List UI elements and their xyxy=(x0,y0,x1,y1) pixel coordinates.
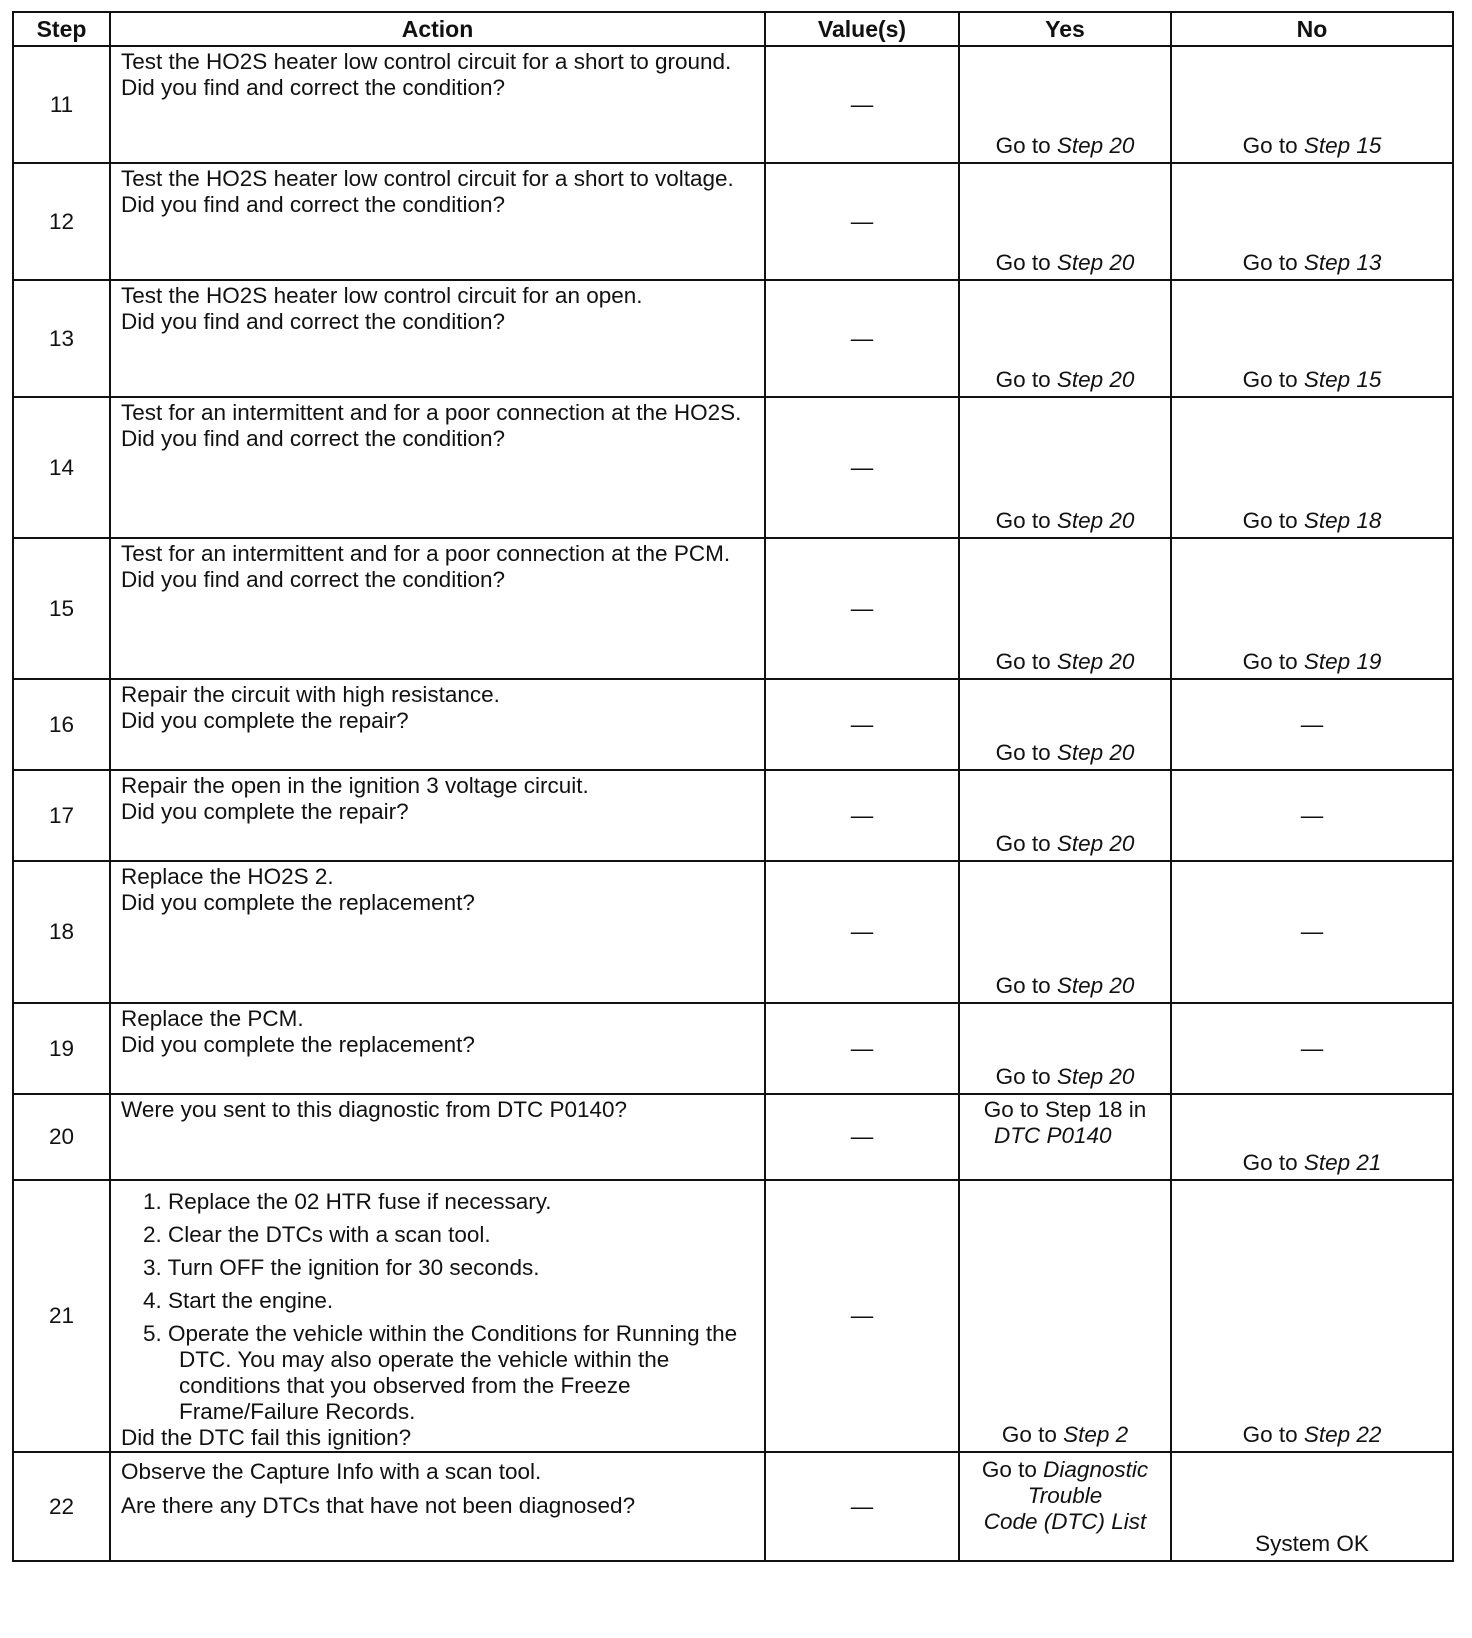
list-item: 4. Start the engine. xyxy=(143,1288,334,1313)
value-cell: — xyxy=(765,46,959,163)
action-cell xyxy=(110,679,765,770)
table-row xyxy=(13,280,1453,397)
value-cell: — xyxy=(765,1180,959,1452)
action-question: Did you find and correct the condition? xyxy=(121,75,505,100)
go-to-label: Go to xyxy=(995,133,1051,158)
yes-cell xyxy=(959,280,1171,397)
list-item: 5. Operate the vehicle within the Conditions for Running the DTC. You may also operate the vehicle within the conditions that you observed from the Freeze Frame/Failure Records. xyxy=(143,1321,738,1424)
yes-cell xyxy=(959,1452,1171,1561)
no-cell xyxy=(1171,538,1453,679)
yes-step-link[interactable]: Step 20 xyxy=(1056,649,1135,674)
yes-text-line xyxy=(960,1457,1170,1483)
action-text: Test for an intermittent and for a poor connection at the HO2S. xyxy=(121,400,742,425)
go-to-label: Go to xyxy=(995,740,1051,765)
go-to-label: Go to xyxy=(1001,1422,1057,1447)
yes-dtc-link[interactable]: DTC P0140 xyxy=(994,1123,1112,1148)
no-cell: — xyxy=(1171,770,1453,861)
table-row xyxy=(13,538,1453,679)
table-row xyxy=(13,1094,1453,1180)
action-text: Test the HO2S heater low control circuit for a short to voltage. xyxy=(121,166,734,191)
yes-cell xyxy=(959,1003,1171,1094)
yes-step-link[interactable]: Step 20 xyxy=(1056,250,1135,275)
action-question: Did you complete the repair? xyxy=(121,799,409,824)
step-number: 12 xyxy=(13,163,110,280)
no-cell xyxy=(1171,163,1453,280)
action-cell xyxy=(110,280,765,397)
yes-text-line[interactable]: Code (DTC) List xyxy=(983,1509,1147,1534)
yes-cell xyxy=(959,679,1171,770)
go-to-label: Go to xyxy=(1242,250,1298,275)
go-to-label: Go to xyxy=(995,831,1051,856)
header-action: Action xyxy=(110,12,765,46)
yes-step-link[interactable]: Step 20 xyxy=(1056,133,1135,158)
header-step: Step xyxy=(13,12,110,46)
list-item: 1. Replace the 02 HTR fuse if necessary. xyxy=(143,1189,552,1214)
action-cell xyxy=(110,538,765,679)
no-step-link[interactable]: Step 15 xyxy=(1303,367,1382,392)
action-question: Did you complete the replacement? xyxy=(121,890,475,915)
value-cell: — xyxy=(765,280,959,397)
value-cell: — xyxy=(765,770,959,861)
value-cell: — xyxy=(765,538,959,679)
action-text: Test the HO2S heater low control circuit for an open. xyxy=(121,283,643,308)
yes-step-link[interactable]: Step 20 xyxy=(1056,508,1135,533)
go-to-label: Go to xyxy=(1242,133,1298,158)
action-cell xyxy=(110,46,765,163)
no-cell: — xyxy=(1171,861,1453,1003)
yes-cell xyxy=(959,163,1171,280)
no-cell xyxy=(1171,46,1453,163)
action-text: Were you sent to this diagnostic from DTC P0140? xyxy=(121,1097,628,1122)
action-cell xyxy=(110,861,765,1003)
step-number: 22 xyxy=(13,1452,110,1561)
go-to-label: Go to xyxy=(995,1064,1051,1089)
action-text: Repair the circuit with high resistance. xyxy=(121,682,500,707)
header-row xyxy=(13,12,1453,46)
action-question: Did you find and correct the condition? xyxy=(121,426,505,451)
yes-cell xyxy=(959,397,1171,538)
yes-step-link[interactable]: Step 20 xyxy=(1056,1064,1135,1089)
diagnostic-table-page xyxy=(12,11,1452,1631)
table-row xyxy=(13,397,1453,538)
action-question: Did you find and correct the condition? xyxy=(121,309,505,334)
action-question: Did the DTC fail this ignition? xyxy=(121,1425,412,1450)
header-no: No xyxy=(1171,12,1453,46)
table-row xyxy=(13,1452,1453,1561)
step-number: 16 xyxy=(13,679,110,770)
no-step-link[interactable]: Step 22 xyxy=(1303,1422,1382,1447)
no-step-link[interactable]: Step 15 xyxy=(1303,133,1382,158)
action-cell xyxy=(110,1180,765,1452)
no-cell xyxy=(1171,1180,1453,1452)
yes-cell xyxy=(959,861,1171,1003)
action-question: Did you complete the repair? xyxy=(121,708,409,733)
table-row xyxy=(13,46,1453,163)
list-item: 2. Clear the DTCs with a scan tool. xyxy=(143,1222,491,1247)
action-cell xyxy=(110,397,765,538)
no-cell: — xyxy=(1171,1003,1453,1094)
action-text: Replace the PCM. xyxy=(121,1006,304,1031)
action-cell xyxy=(110,1003,765,1094)
table-row xyxy=(13,861,1453,1003)
yes-cell xyxy=(959,46,1171,163)
action-text: Replace the HO2S 2. xyxy=(121,864,334,889)
value-cell: — xyxy=(765,397,959,538)
no-cell: System OK xyxy=(1171,1452,1453,1561)
step-number: 11 xyxy=(13,46,110,163)
action-question: Did you complete the replacement? xyxy=(121,1032,475,1057)
value-cell: — xyxy=(765,1452,959,1561)
action-text: Test for an intermittent and for a poor connection at the PCM. xyxy=(121,541,731,566)
action-cell xyxy=(110,1094,765,1180)
step-number: 21 xyxy=(13,1180,110,1452)
no-step-link[interactable]: Step 13 xyxy=(1303,250,1382,275)
action-question: Did you find and correct the condition? xyxy=(121,192,505,217)
table-row xyxy=(13,1003,1453,1094)
yes-text-line: Go to Step 18 in xyxy=(983,1097,1147,1122)
action-question: Did you find and correct the condition? xyxy=(121,567,505,592)
step-number: 17 xyxy=(13,770,110,861)
yes-cell xyxy=(959,1180,1171,1452)
no-cell xyxy=(1171,280,1453,397)
yes-step-link[interactable]: Step 20 xyxy=(1056,973,1135,998)
go-to-label: Go to xyxy=(1242,508,1298,533)
step-number: 19 xyxy=(13,1003,110,1094)
value-cell: — xyxy=(765,1003,959,1094)
go-to-label: Go to xyxy=(981,1457,1037,1482)
step-number: 14 xyxy=(13,397,110,538)
value-cell: — xyxy=(765,163,959,280)
action-cell xyxy=(110,1452,765,1561)
diagnostic-table xyxy=(12,11,1454,1562)
go-to-label: Go to xyxy=(1242,1422,1298,1447)
go-to-label: Go to xyxy=(1242,649,1298,674)
go-to-label: Go to xyxy=(995,973,1051,998)
value-cell: — xyxy=(765,861,959,1003)
go-to-label: Go to xyxy=(995,508,1051,533)
action-text: Observe the Capture Info with a scan tool. xyxy=(121,1459,542,1484)
yes-text-line[interactable]: Trouble xyxy=(1027,1483,1103,1508)
yes-dtc-list-link[interactable]: Diagnostic xyxy=(1043,1457,1149,1482)
step-number: 15 xyxy=(13,538,110,679)
header-yes: Yes xyxy=(959,12,1171,46)
yes-step-link[interactable]: Step 2 xyxy=(1063,1422,1129,1447)
table-row xyxy=(13,770,1453,861)
yes-step-link[interactable]: Step 20 xyxy=(1056,367,1135,392)
table-row xyxy=(13,163,1453,280)
action-question: Are there any DTCs that have not been diagnosed? xyxy=(121,1493,636,1518)
no-step-link[interactable]: Step 19 xyxy=(1303,649,1382,674)
go-to-label: Go to xyxy=(995,649,1051,674)
value-cell: — xyxy=(765,1094,959,1180)
yes-cell xyxy=(959,770,1171,861)
step-number: 18 xyxy=(13,861,110,1003)
table-row xyxy=(13,1180,1453,1452)
action-cell xyxy=(110,163,765,280)
go-to-label: Go to xyxy=(995,367,1051,392)
no-cell: — xyxy=(1171,679,1453,770)
go-to-label: Go to xyxy=(1242,1150,1298,1175)
yes-cell xyxy=(959,1094,1171,1180)
action-text: Repair the open in the ignition 3 voltage circuit. xyxy=(121,773,589,798)
procedure-list xyxy=(121,1189,756,1425)
yes-cell xyxy=(959,538,1171,679)
no-cell xyxy=(1171,397,1453,538)
action-text: Test the HO2S heater low control circuit for a short to ground. xyxy=(121,49,732,74)
yes-step-link[interactable]: Step 20 xyxy=(1056,740,1135,765)
table-row xyxy=(13,679,1453,770)
step-number: 13 xyxy=(13,280,110,397)
yes-step-link[interactable]: Step 20 xyxy=(1056,831,1135,856)
go-to-label: Go to xyxy=(1242,367,1298,392)
list-item: 3. Turn OFF the ignition for 30 seconds. xyxy=(143,1255,540,1280)
step-number: 20 xyxy=(13,1094,110,1180)
action-cell xyxy=(110,770,765,861)
value-cell: — xyxy=(765,679,959,770)
no-step-link[interactable]: Step 21 xyxy=(1303,1150,1382,1175)
header-values: Value(s) xyxy=(765,12,959,46)
no-step-link[interactable]: Step 18 xyxy=(1303,508,1382,533)
go-to-label: Go to xyxy=(995,250,1051,275)
no-cell xyxy=(1171,1094,1453,1180)
